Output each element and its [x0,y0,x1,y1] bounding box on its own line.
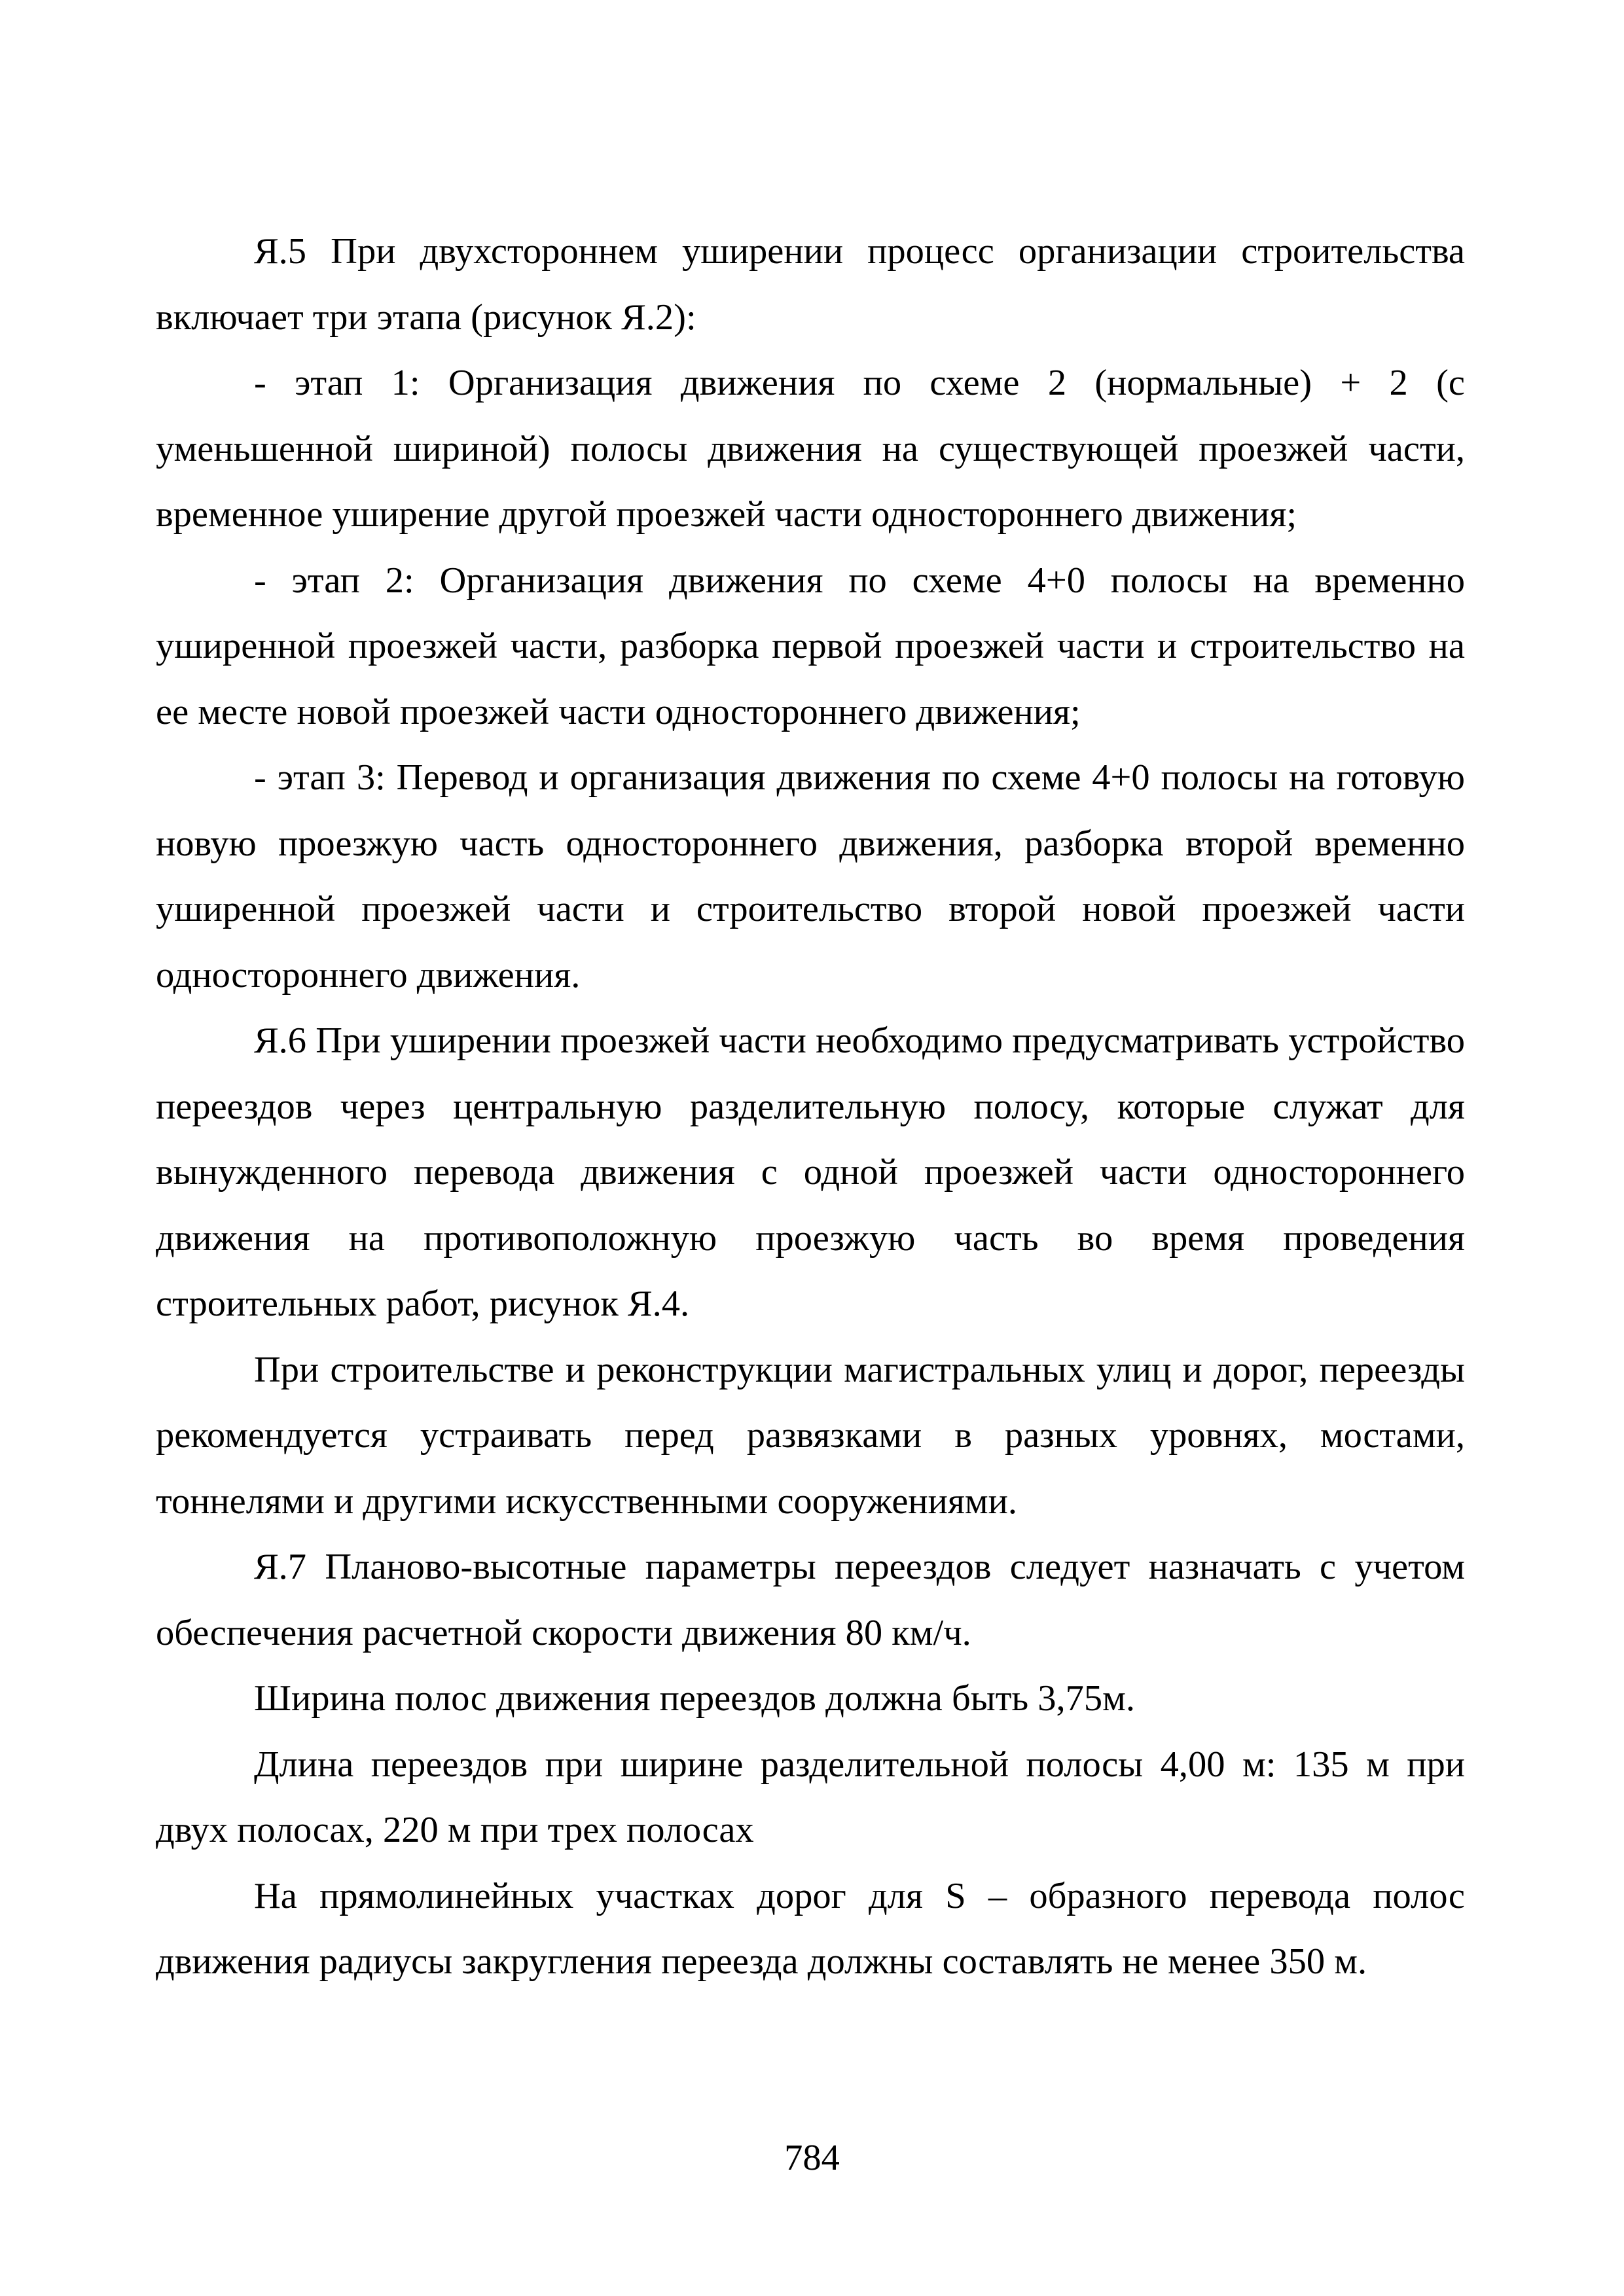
page-number: 784 [784,2138,840,2178]
paragraph-crossings-placement: При строительстве и реконструкции магистральных улиц и дорог, переезды рекомендуется устраивать перед развязками в разных уровнях, мостами, тоннелями и другими искусственными сооружениями. [156,1349,1465,1522]
paragraph-ya7: Я.7 Планово-высотные параметры переездов следует назначать с учетом обеспечения расчетной скорости движения 80 км/ч. [156,1547,1465,1653]
paragraph-ya6: Я.6 При уширении проезжей части необходимо предусматривать устройство переездов через центральную разделительную полосу, которые служат для вынужденного перевода движения с одной проезжей части одностороннего движения на противоположную проезжую часть во время проведения строительных работ, рисунок Я.4. [156,1020,1465,1324]
paragraph-curve-radius: На прямолинейных участках дорог для S – образного перевода полос движения радиусы закругления переезда должны составлять не менее 350 м. [156,1875,1465,1982]
paragraph-stage-2: - этап 2: Организация движения по схеме 4+0 полосы на временно уширенной проезжей части, разборка первой проезжей части и строительство на ее месте новой проезжей части одностороннего движения; [156,560,1465,732]
paragraph-stage-1: - этап 1: Организация движения по схеме 2 (нормальные) + 2 (с уменьшенной шириной) полосы движения на существующей проезжей части, временное уширение другой проезжей части одностороннего движения; [156,363,1465,535]
paragraph-lane-width: Ширина полос движения переездов должна быть 3,75м. [254,1678,1136,1719]
paragraph-crossing-length: Длина переездов при ширине разделительной полосы 4,00 м: 135 м при двух полосах, 220 м при трех полосах [156,1744,1465,1850]
paragraph-stage-3: - этап 3: Перевод и организация движения по схеме 4+0 полосы на готовую новую проезжую часть одностороннего движения, разборка второй временно уширенной проезжей части и строительство второй новой проезжей части одностороннего движения. [156,757,1465,996]
paragraph-ya5: Я.5 При двухстороннем уширении процесс организации строительства включает три этапа (рисунок Я.2): [156,231,1465,338]
body-text [156,219,1465,1995]
